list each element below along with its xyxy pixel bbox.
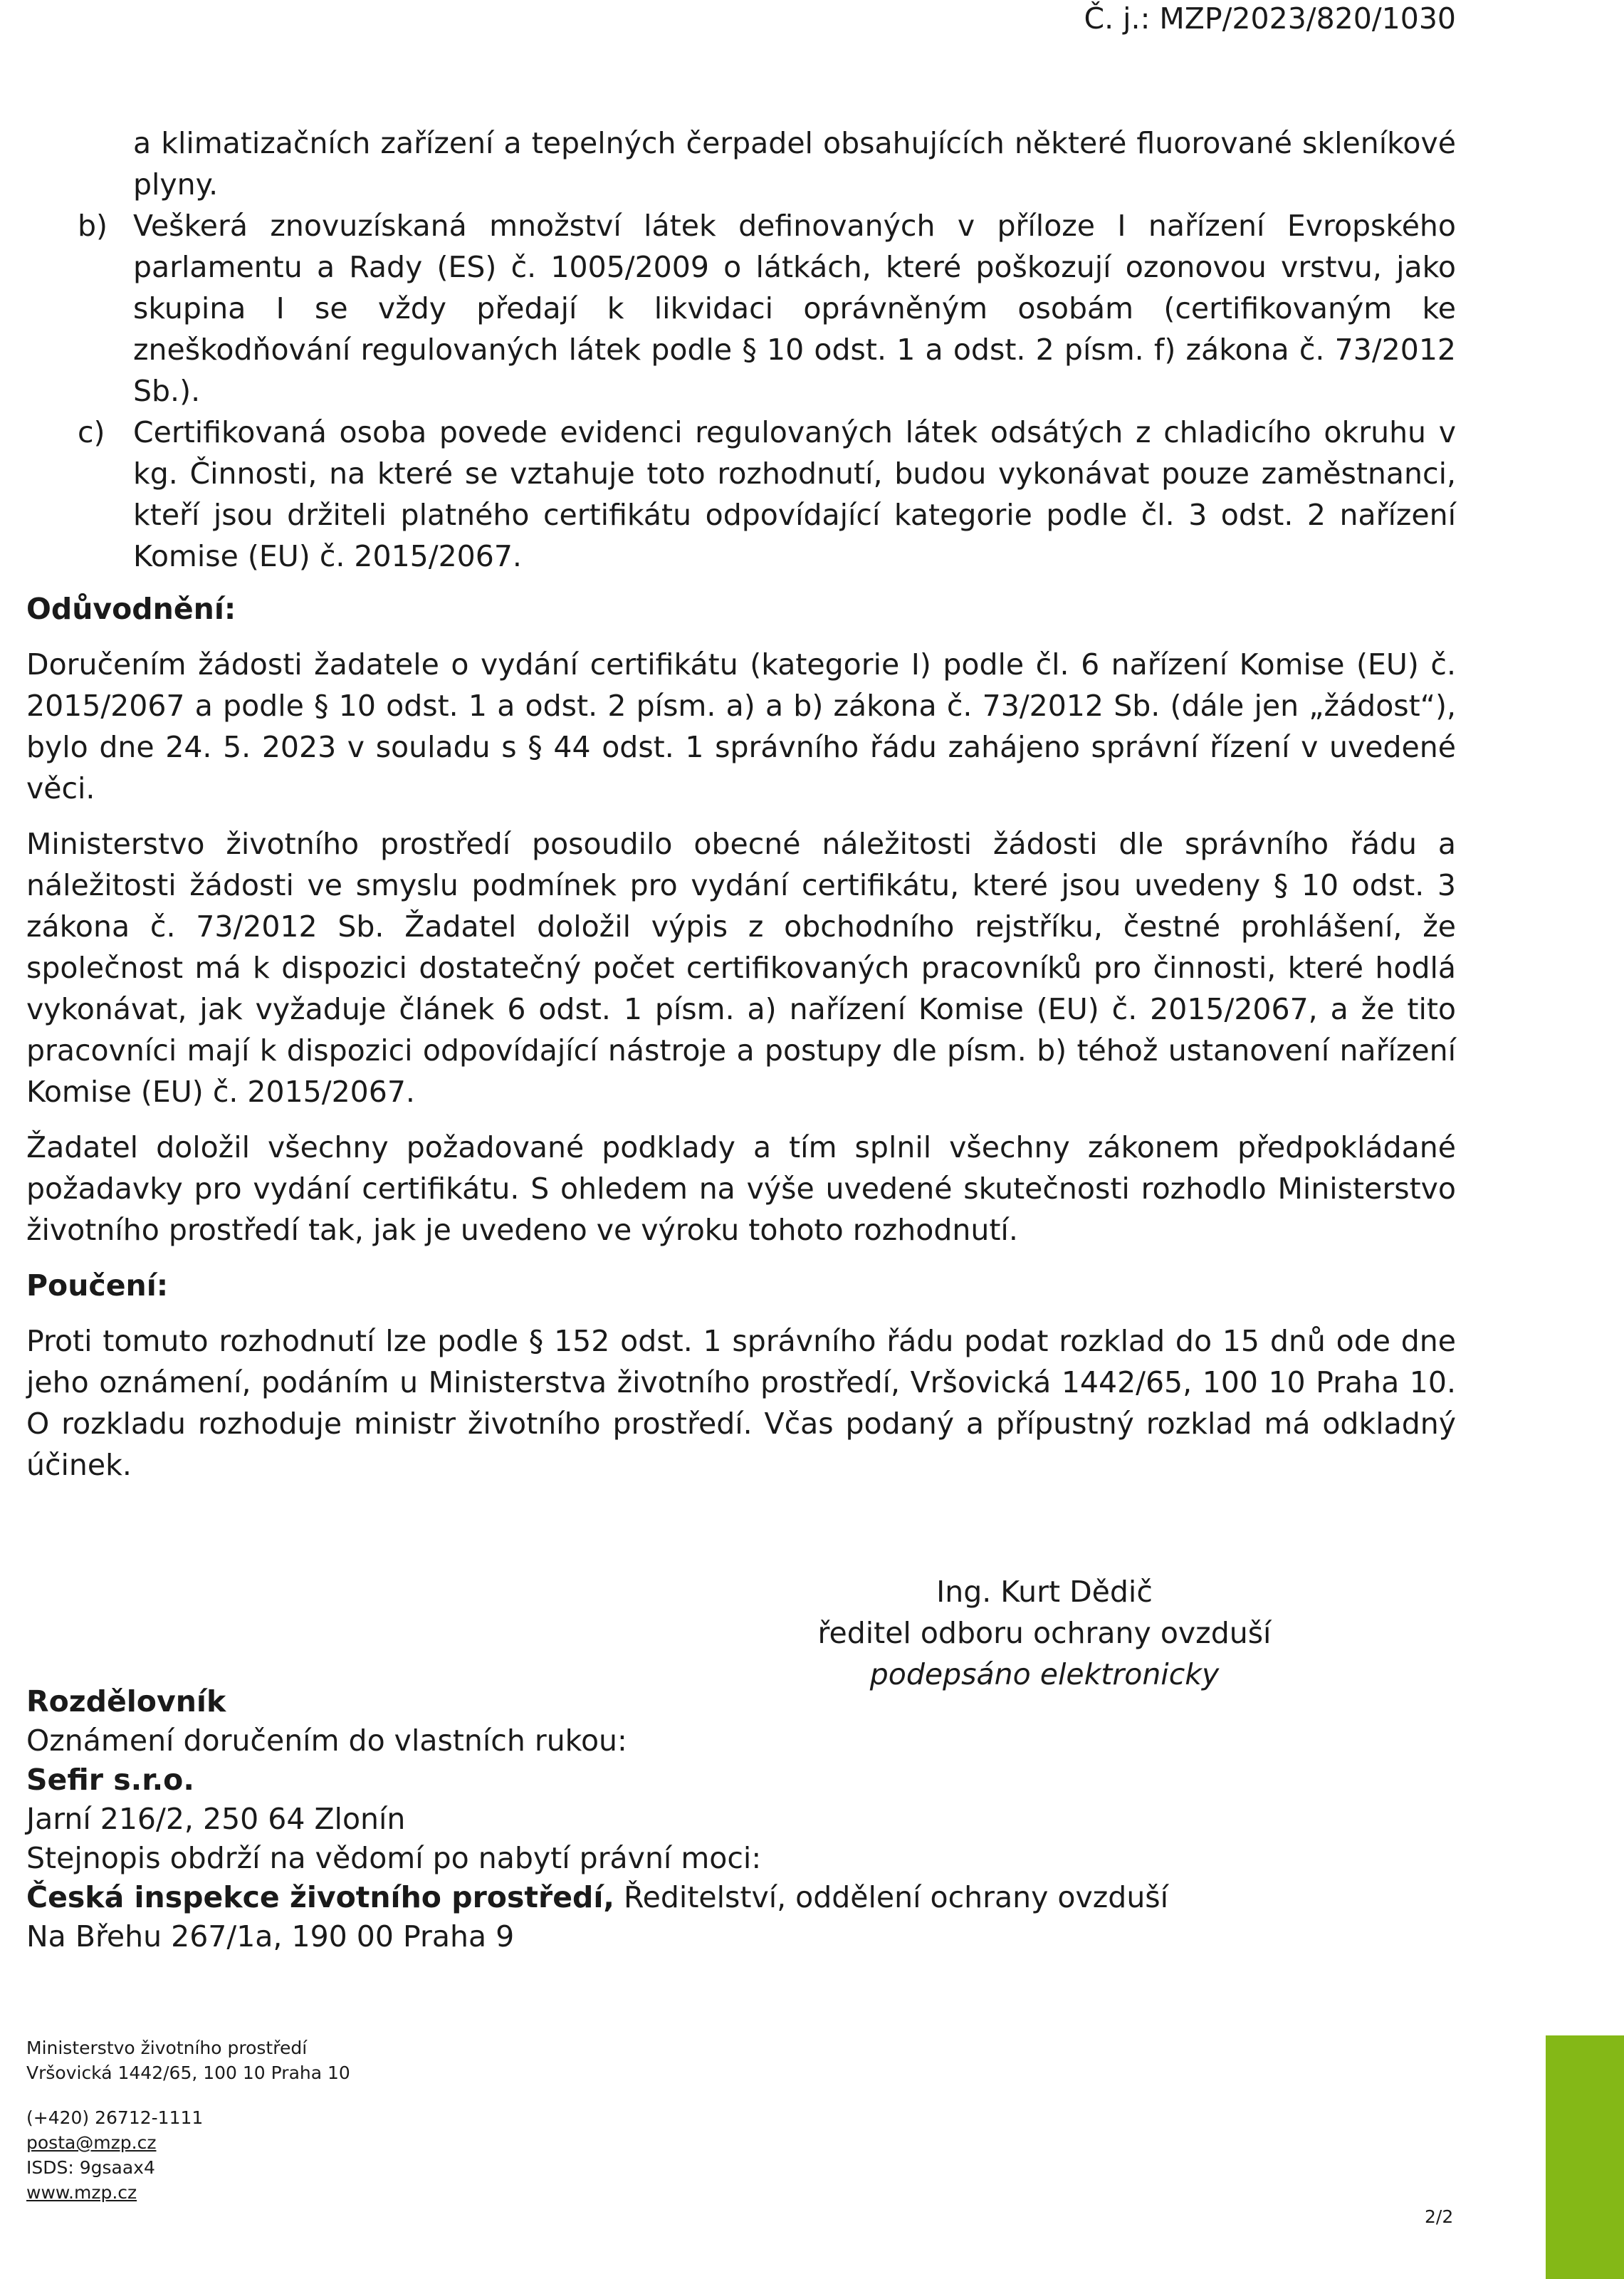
distribution-line: Stejnopis obdrží na vědomí po nabytí právní moci: [26,1841,762,1875]
instruction-heading: Poučení: [26,1268,169,1303]
copy-recipient-org: Česká inspekce životního prostředí, [26,1880,614,1914]
decision-item-label: c) [78,415,105,449]
footer-org: Ministerstvo životního prostředí [26,2038,308,2058]
footer-contact [26,2035,350,2205]
page-number: 2/2 [1425,2206,1454,2227]
signature-note: podepsáno elektronicky [869,1657,1220,1691]
reasoning-paragraph: Žadatel doložil všechny požadované podklady a tím splnil všechny zákonem předpokládané požadavky pro vydání certifikátu. S ohledem na výše uvedené skutečnosti rozhodlo Ministerstvo životního prostředí tak, jak je uvedeno ve výroku tohoto rozhodnutí. [26,1130,1456,1247]
document-body [26,122,1456,1500]
footer-email-link[interactable]: posta@mzp.cz [26,2132,157,2153]
signatory-name: Ing. Kurt Dědič [936,1575,1153,1609]
footer-web-link[interactable]: www.mzp.cz [26,2182,137,2203]
recipient-address: Jarní 216/2, 250 64 Zlonín [26,1802,406,1836]
document-reference-number: Č. j.: MZP/2023/820/1030 [1084,1,1456,36]
recipient-company: Sefir s.r.o. [26,1763,194,1797]
instruction-paragraph: Proti tomuto rozhodnutí lze podle § 152 odst. 1 správního řádu podat rozklad do 15 dnů ode dne jeho oznámení, podáním u Ministerstva životního prostředí, Vršovická 1442/65, 100 10 Praha 10. O rozkladu rozhoduje ministr životního prostředí. Včas podaný a přípustný rozklad má odkladný účinek. [26,1324,1456,1482]
distribution-line: Oznámení doručením do vlastních rukou: [26,1723,627,1758]
distribution-list [26,1682,1450,1956]
footer-spacer [26,2085,350,2105]
decision-item-a-continuation: a klimatizačních zařízení a tepelných čerpadel obsahujících některé fluorované skleníkové plyny. [133,126,1456,202]
signature-block [760,1571,1329,1695]
distribution-heading: Rozdělovník [26,1684,226,1719]
footer-address: Vršovická 1442/65, 100 10 Praha 10 [26,2062,350,2083]
signatory-position: ředitel odboru ochrany ovzduší [817,1616,1272,1650]
reasoning-paragraph: Ministerstvo životního prostředí posoudilo obecné náležitosti žádosti dle správního řádu a náležitosti žádosti ve smyslu podmínek pro vydání certifikátu, které jsou uvedeny § 10 odst. 3 zákona č. 73/2012 Sb. Žadatel doložil výpis z obchodního rejstříku, čestné prohlášení, že společnost má k dispozici dostatečný počet certifikovaných pracovníků pro činnosti, které hodlá vykonávat, jak vyžaduje článek 6 odst. 1 písm. a) nařízení Komise (EU) č. 2015/2067, a že tito pracovníci mají k dispozici odpovídající nástroje a postupy dle písm. b) téhož ustanovení nařízení Komise (EU) č. 2015/2067. [26,827,1456,1109]
decision-item-c [26,412,1456,577]
decision-item-text: Veškerá znovuzískaná množství látek definovaných v příloze I nařízení Evropského parlamentu a Rady (ES) č. 1005/2009 o látkách, které poškozují ozonovou vrstvu, jako skupina I se vždy předají k likvidaci oprávněným osobám (certifikovaným ke zneškodňování regulovaných látek podle § 10 odst. 1 a odst. 2 písm. f) zákona č. 73/2012 Sb.). [133,209,1456,408]
decision-item-text: Certifikovaná osoba povede evidenci regulovaných látek odsátých z chladicího okruhu v kg. Činnosti, na které se vztahuje toto rozhodnutí, budou vykonávat pouze zaměstnanci, kteří jsou držiteli platného certifikátu odpovídající kategorie podle čl. 3 odst. 2 nařízení Komise (EU) č. 2015/2067. [133,415,1456,573]
reasoning-paragraph: Doručením žádosti žadatele o vydání certifikátu (kategorie I) podle čl. 6 nařízení Komise (EU) č. 2015/2067 a podle § 10 odst. 1 a odst. 2 písm. a) a b) zákona č. 73/2012 Sb. (dále jen „žádost“), bylo dne 24. 5. 2023 v souladu s § 44 odst. 1 správního řádu zahájeno správní řízení v uvedené věci. [26,647,1456,805]
footer-phone: (+420) 26712-1111 [26,2107,204,2128]
copy-recipient [26,1878,1450,1917]
green-accent-bar [1546,2035,1624,2279]
copy-recipient-address: Na Břehu 267/1a, 190 00 Praha 9 [26,1919,515,1954]
decision-item-label: b) [78,209,108,243]
copy-recipient-department: Ředitelství, oddělení ochrany ovzduší [614,1880,1169,1914]
footer-isds: ISDS: 9gsaax4 [26,2157,155,2178]
decision-item-b [26,205,1456,412]
reasoning-heading: Odůvodnění: [26,592,236,626]
